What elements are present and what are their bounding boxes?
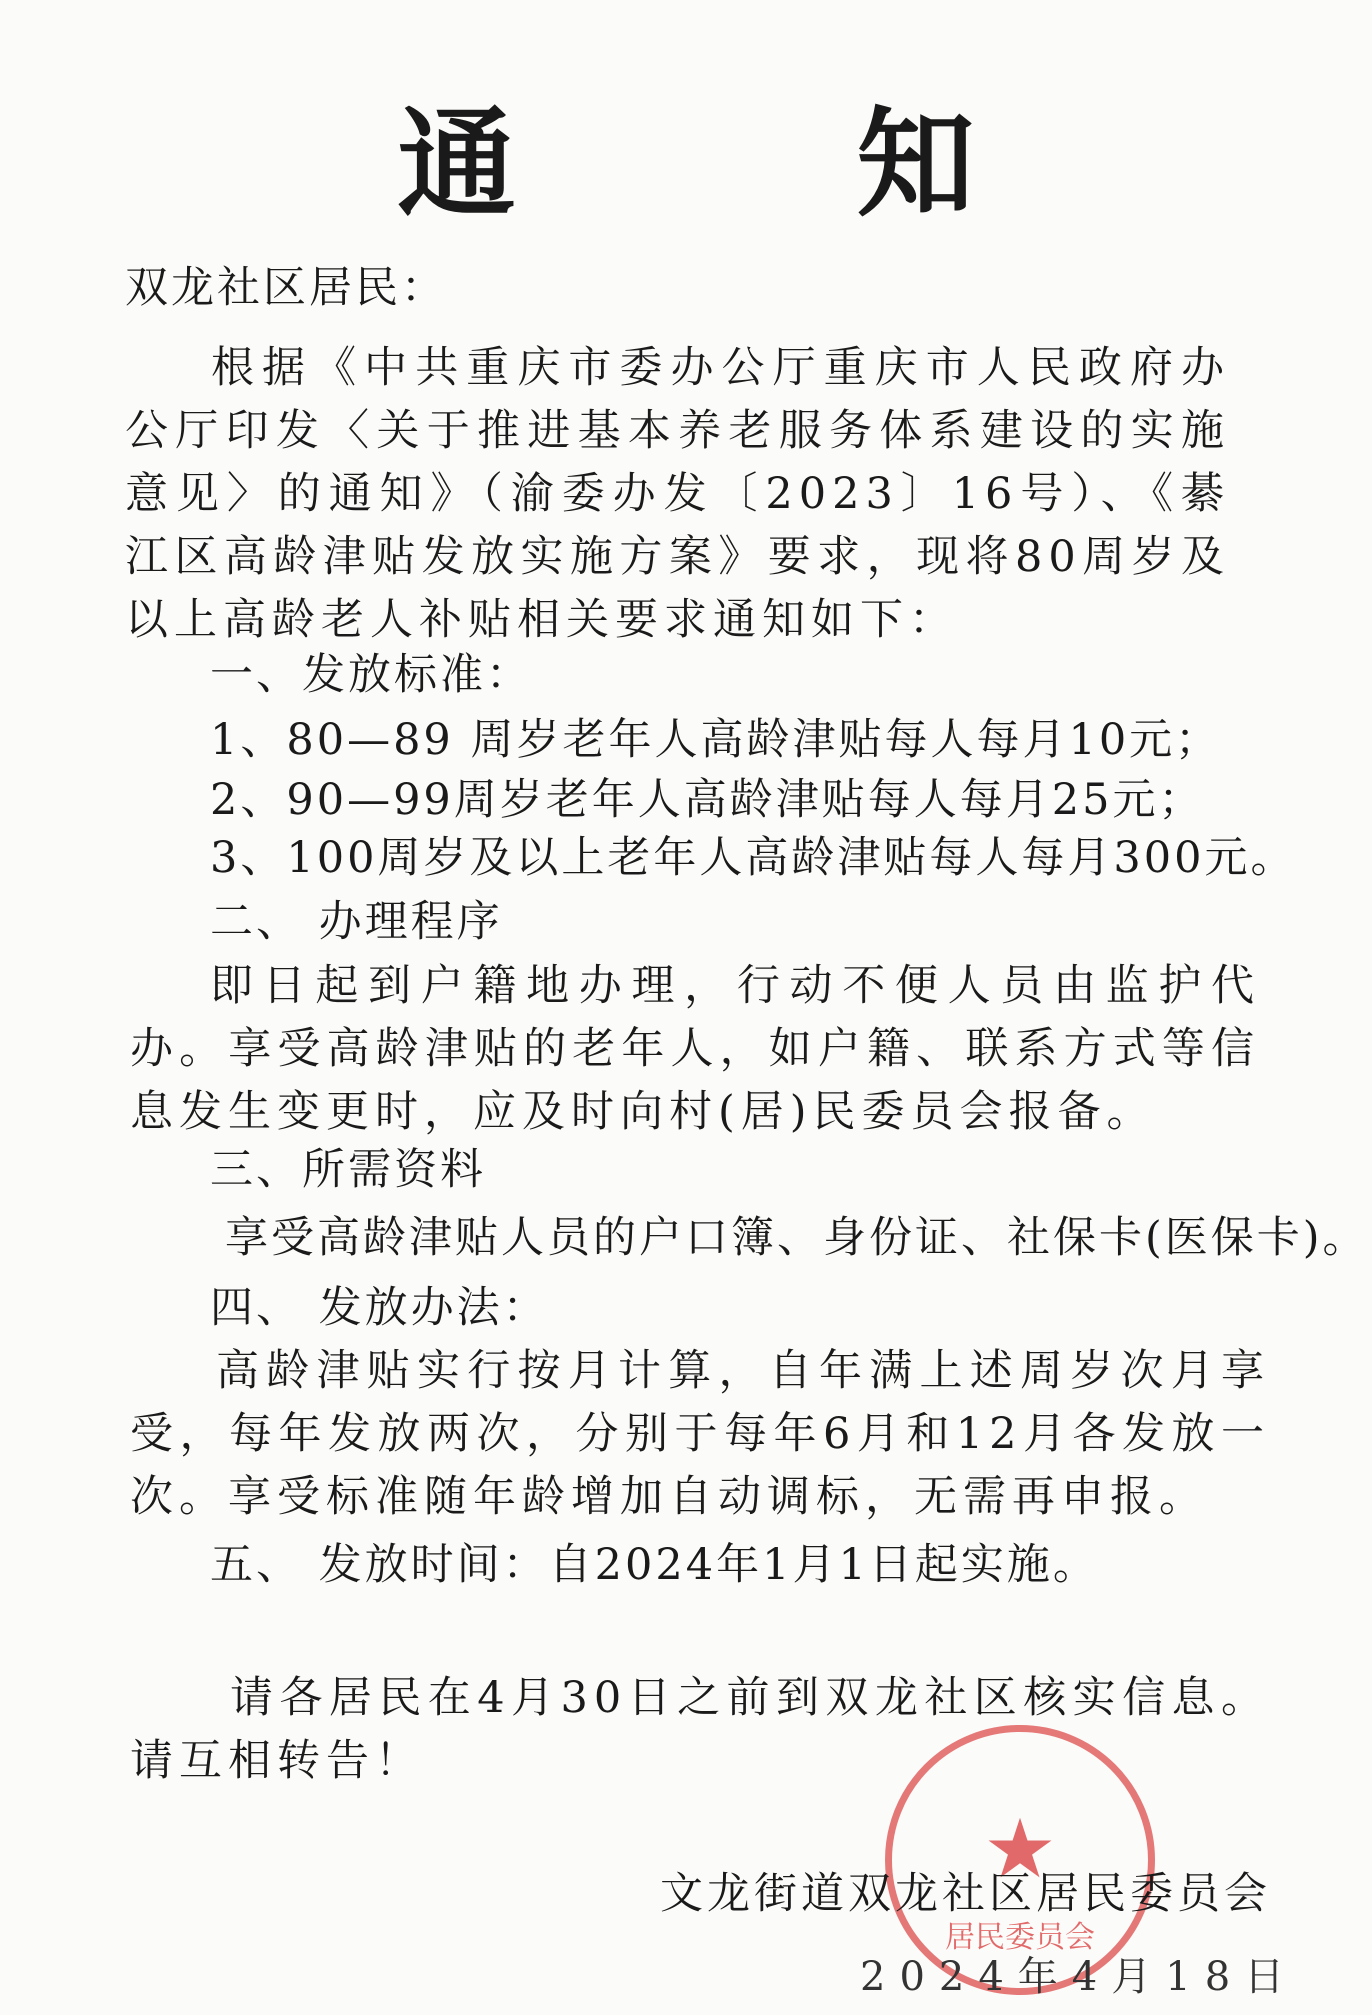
section-3-body: 享受高龄津贴人员的户口簿、身份证、社保卡(医保卡)。 [225, 1213, 1369, 1263]
standard-item-1: 1、80—89 周岁老年人高龄津贴每人每月10元； [210, 715, 1222, 765]
section-4-body: 高龄津贴实行按月计算，自年满上述周岁次月享受，每年发放两次，分别于每年6月和12月各发放一次。享受标准随年龄增加自动调标，无需再申报。 [130, 1346, 1270, 1522]
page-title: 通 知 [397, 95, 1125, 233]
section-4-heading: 四、 发放办法： [210, 1283, 549, 1333]
closing-paragraph: 请各居民在4月30日之前到双龙社区核实信息。请互相转告！ [130, 1673, 1270, 1786]
seal-text: 居民委员会 [945, 1920, 1095, 1955]
section-2-body: 即日起到户籍地办理，行动不便人员由监护代办。享受高龄津贴的老年人，如户籍、联系方式等信息发生变更时，应及时向村(居)民委员会报备。 [130, 961, 1260, 1137]
signature: 文龙街道双龙社区居民委员会 [660, 1869, 1271, 1919]
seal-star-icon: ★ [983, 1801, 1057, 1897]
signature-date: 2024年4月18日 [860, 1954, 1299, 2000]
section-3-heading: 三、所需资料 [210, 1145, 486, 1195]
standard-item-2: 2、90—99周岁老年人高龄津贴每人每月25元； [210, 775, 1205, 825]
section-5-heading: 五、 发放时间：自2024年1月1日起实施。 [210, 1540, 1099, 1590]
standard-item-3: 3、100周岁及以上老年人高龄津贴每人每月300元。 [210, 833, 1297, 883]
salutation: 双龙社区居民： [125, 263, 447, 313]
intro-paragraph: 根据《中共重庆市委办公厅重庆市人民政府办公厅印发〈关于推进基本养老服务体系建设的实施意见〉的通知》（渝委办发〔2023〕16号）、《綦江区高龄津贴发放实施方案》要求，现将80周岁及以上高龄老人补贴相关要求通知如下： [125, 343, 1230, 645]
section-1-heading: 一、发放标准： [210, 650, 532, 700]
section-2-heading: 二、 办理程序 [210, 897, 503, 947]
